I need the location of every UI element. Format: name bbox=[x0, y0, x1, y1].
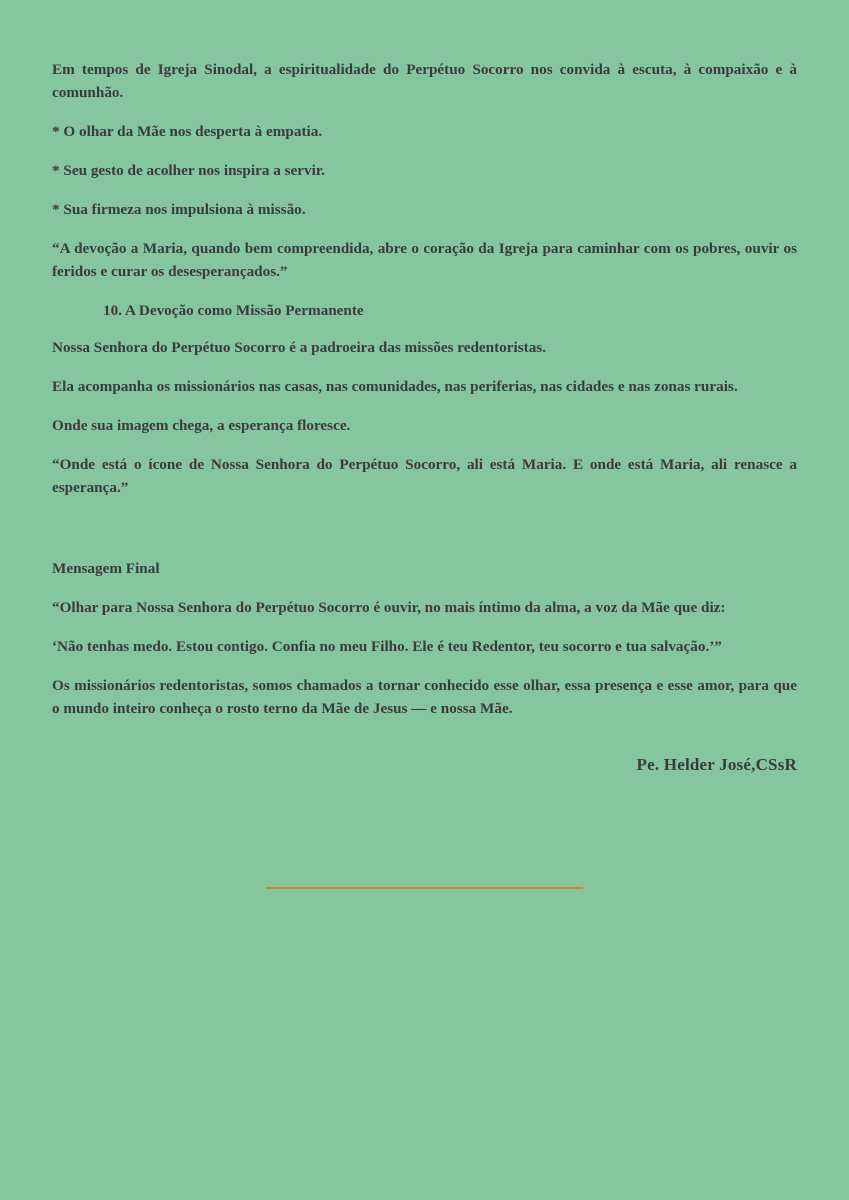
quote-look: “Olhar para Nossa Senhora do Perpétuo Socorro é ouvir, no mais íntimo da alma, a voz da Mãe que diz: bbox=[52, 599, 726, 616]
paragraph-patroness: Nossa Senhora do Perpétuo Socorro é a padroeira das missões redentoristas. bbox=[52, 339, 547, 356]
bullet-empathy: * O olhar da Mãe nos desperta à empatia. bbox=[52, 123, 323, 140]
final-message-heading: Mensagem Final bbox=[52, 560, 160, 577]
paragraph-missionaries: Os missionários redentoristas, somos chamados a tornar conhecido esse olhar, essa presença e esse amor, para que o mundo inteiro conheça o rosto terno da Mãe de Jesus — e nossa Mãe. bbox=[52, 677, 797, 717]
paragraph-hope: Onde sua imagem chega, a esperança floresce. bbox=[52, 417, 351, 434]
quote-fear-not: ‘Não tenhas medo. Estou contigo. Confia no meu Filho. Ele é teu Redentor, teu socorro e tua salvação.’” bbox=[52, 638, 722, 655]
paragraph-synodal: Em tempos de Igreja Sinodal, a espiritualidade do Perpétuo Socorro nos convida à escuta, à compaixão e à comunhão. bbox=[52, 61, 797, 101]
quote-icon: “Onde está o ícone de Nossa Senhora do Perpétuo Socorro, ali está Maria. E onde está Maria, ali renasce a esperança.” bbox=[52, 456, 797, 496]
decorative-rule bbox=[266, 887, 583, 889]
section-heading-10: 10. A Devoção como Missão Permanente bbox=[103, 302, 364, 319]
bullet-serve: * Seu gesto de acolher nos inspira a servir. bbox=[52, 162, 325, 179]
signature: Pe. Helder José,CSsR bbox=[636, 755, 797, 774]
paragraph-accompanies: Ela acompanha os missionários nas casas, nas comunidades, nas periferias, nas cidades e nas zonas rurais. bbox=[52, 378, 738, 395]
quote-devotion: “A devoção a Maria, quando bem compreendida, abre o coração da Igreja para caminhar com os pobres, ouvir os feridos e curar os desesperançados.” bbox=[52, 240, 797, 280]
bullet-mission: * Sua firmeza nos impulsiona à missão. bbox=[52, 201, 306, 218]
